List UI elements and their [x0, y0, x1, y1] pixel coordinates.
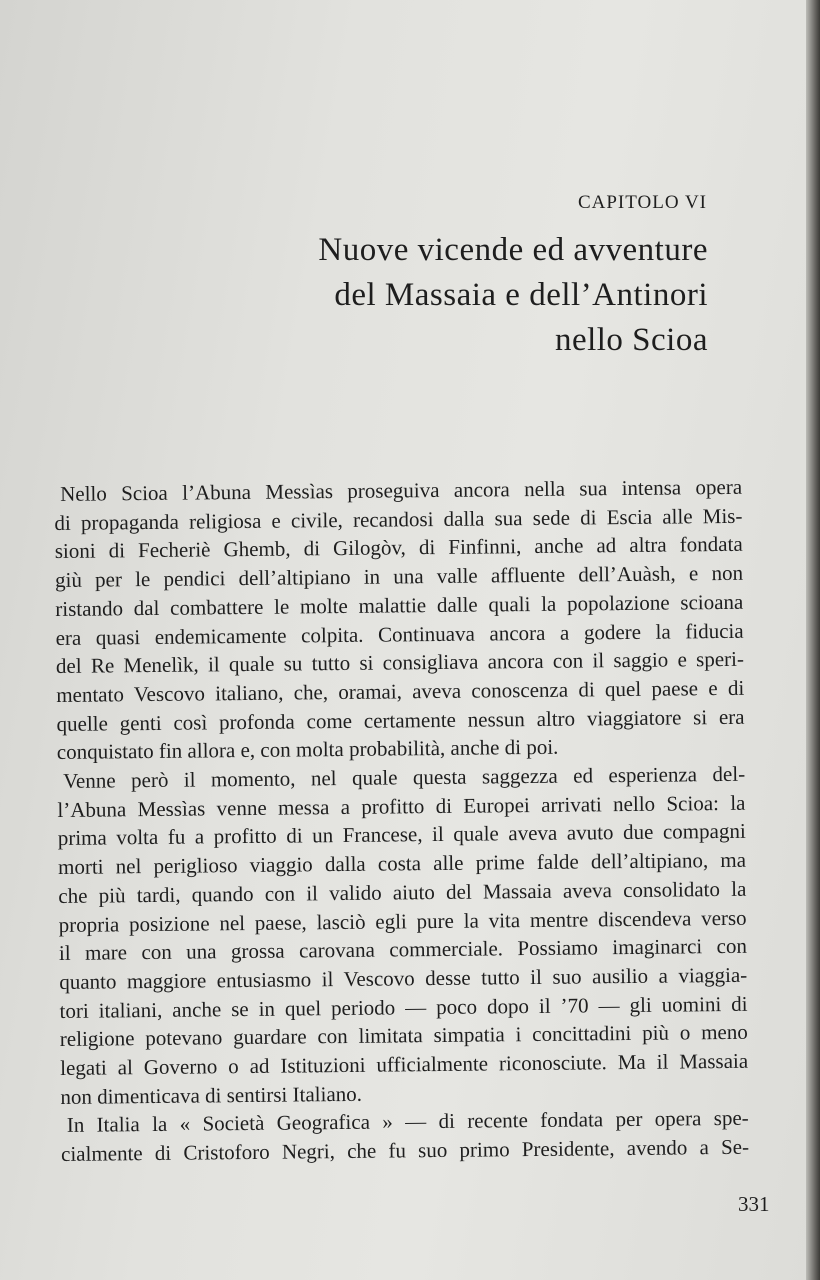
text-line: giù per le pendici dell’altipiano in una valle affluente dell’Auàsh, e non: [54, 560, 744, 593]
page-number: 331: [738, 1192, 770, 1216]
text-line: religione potevano guardare con limitata simpatia i concittadini più o meno: [59, 1020, 748, 1052]
text-line: il mare con una grossa carovana commerciale. Possiamo imaginarci con: [58, 934, 748, 966]
chapter-title-line: nello Scioa: [554, 322, 708, 358]
text-line: propria posizione nel paese, lasciò egli pure la vita mentre discendeva verso: [58, 905, 747, 937]
text-line: l’Abuna Messìas venne messa a profitto di Europei arrivati nello Scioa: la: [57, 790, 746, 822]
text-line: In Italia la « Società Geografica » — di recente fondata per opera spe-: [66, 1106, 749, 1138]
text-line: legati al Governo o ad Istituzioni ufficialmente riconosciute. Ma il Massaia: [60, 1048, 749, 1081]
text-line: ristando dal combattere le molte malattie dalle quali la popolazione scioana: [55, 589, 744, 621]
text-line: sioni di Fecheriè Ghemb, di Gilogòv, di Finfinni, anche ad altra fondata: [54, 532, 743, 564]
text-line: non dimenticava di sentirsi Italiano.: [60, 1081, 363, 1109]
text-line: Nello Scioa l’Abuna Messìas proseguiva ancora nella sua intensa opera: [60, 474, 743, 506]
text-line: cialmente di Cristoforo Negri, che fu suo primo Presidente, avendo a Se-: [60, 1134, 750, 1167]
chapter-title-line: Nuove vicende ed avventure: [318, 232, 708, 268]
book-page-edge: [806, 0, 820, 1280]
text-line: conquistato fin allora e, con molta probabilità, anche di poi.: [56, 735, 559, 765]
text-line: mentato Vescovo italiano, che, oramai, aveva conoscenza di quel paese e di: [56, 675, 745, 707]
text-line: che più tardi, quando con il valido aiuto del Massaia aveva consolidato la: [58, 876, 747, 908]
text-line: era quasi endemicamente colpita. Continuava ancora a godere la fiducia: [55, 618, 744, 650]
text-line: morti nel periglioso viaggio dalla costa alle prime falde dell’altipiano, ma: [57, 847, 747, 880]
chapter-label: CAPITOLO VI: [577, 192, 707, 213]
text-line: tori italiani, anche se in quel periodo — poco dopo il ’70 — gli uomini di: [59, 991, 748, 1023]
text-line: di propaganda religiosa e civile, recandosi dalla sua sede di Escia alle Mis-: [54, 503, 743, 535]
chapter-title-line: del Massaia e dell’Antinori: [334, 277, 708, 313]
text-line: quelle genti così profonda come certamente nessun altro viaggiatore si era: [56, 704, 745, 736]
body-text: [54, 473, 749, 1169]
text-line: Venne però il momento, nel quale questa saggezza ed esperienza del-: [63, 761, 746, 793]
text-line: quanto maggiore entusiasmo il Vescovo desse tutto il suo ausilio a viaggia-: [59, 962, 748, 994]
text-line: prima volta fu a profitto di un Francese, il quale aveva avuto due compagni: [57, 819, 746, 851]
text-line: del Re Menelìk, il quale su tutto si consigliava ancora con il saggio e speri-: [55, 647, 745, 679]
chapter-title: [318, 228, 708, 363]
